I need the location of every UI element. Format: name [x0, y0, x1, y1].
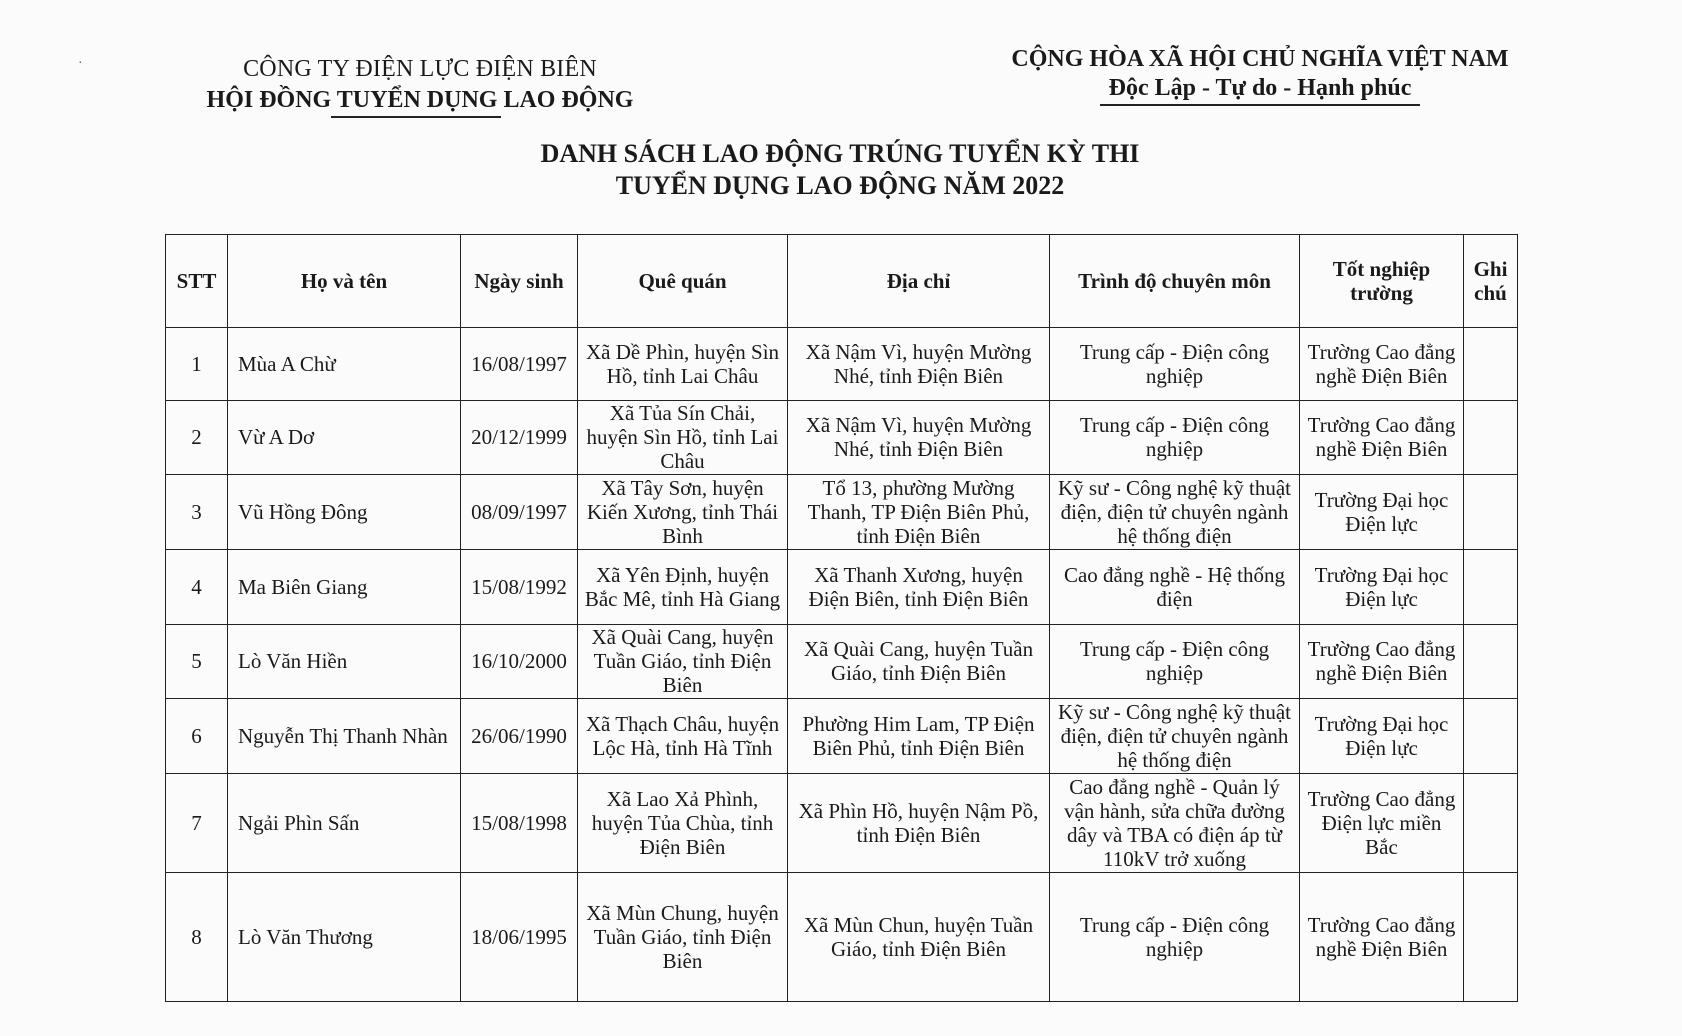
cell-address: Xã Mùn Chun, huyện Tuần Giáo, tỉnh Điện Biên: [788, 872, 1050, 1001]
cell-dob: 15/08/1998: [461, 773, 578, 872]
cell-stt: 2: [166, 400, 228, 475]
cell-name: Mùa A Chừ: [228, 328, 461, 401]
cell-address: Tổ 13, phường Mường Thanh, TP Điện Biên Phủ, tỉnh Điện Biên: [788, 475, 1050, 550]
cell-hometown: Xã Dề Phìn, huyện Sìn Hồ, tỉnh Lai Châu: [578, 328, 788, 401]
cell-name: Ma Biên Giang: [228, 549, 461, 624]
cell-school: Trường Cao đẳng nghề Điện Biên: [1300, 872, 1464, 1001]
cell-address: Xã Nậm Vì, huyện Mường Nhé, tỉnh Điện Biên: [788, 328, 1050, 401]
cell-hometown: Xã Thạch Châu, huyện Lộc Hà, tỉnh Hà Tĩnh: [578, 699, 788, 774]
cell-school: Trường Cao đẳng nghề Điện Biên: [1300, 328, 1464, 401]
cell-stt: 7: [166, 773, 228, 872]
cell-qualification: Kỹ sư - Công nghệ kỹ thuật điện, điện tử chuyên ngành hệ thống điện: [1050, 699, 1300, 774]
cell-qualification: Kỹ sư - Công nghệ kỹ thuật điện, điện tử chuyên ngành hệ thống điện: [1050, 475, 1300, 550]
cell-qualification: Trung cấp - Điện công nghiệp: [1050, 624, 1300, 699]
cell-stt: 1: [166, 328, 228, 401]
column-header-dob: Ngày sinh: [461, 235, 578, 328]
table-row: [166, 328, 1518, 401]
republic-name: CỘNG HÒA XÃ HỘI CHỦ NGHĨA VIỆT NAM: [1011, 46, 1509, 72]
cell-dob: 20/12/1999: [461, 400, 578, 475]
table-row: [166, 475, 1518, 550]
cell-note: [1464, 773, 1518, 872]
document-title: [330, 138, 1350, 202]
cell-name: Lò Văn Hiền: [228, 624, 461, 699]
table-row: [166, 773, 1518, 872]
title-line-1: DANH SÁCH LAO ĐỘNG TRÚNG TUYỂN KỲ THI: [540, 139, 1140, 168]
company-name: CÔNG TY ĐIỆN LỰC ĐIỆN BIÊN: [243, 56, 597, 82]
cell-note: [1464, 624, 1518, 699]
cell-dob: 16/10/2000: [461, 624, 578, 699]
cell-address: Xã Quài Cang, huyện Tuần Giáo, tỉnh Điện Biên: [788, 624, 1050, 699]
cell-school: Trường Đại học Điện lực: [1300, 699, 1464, 774]
column-header-stt: STT: [166, 235, 228, 328]
cell-school: Trường Đại học Điện lực: [1300, 549, 1464, 624]
cell-school: Trường Cao đẳng nghề Điện Biên: [1300, 400, 1464, 475]
cell-hometown: Xã Yên Định, huyện Bắc Mê, tỉnh Hà Giang: [578, 549, 788, 624]
cell-address: Xã Thanh Xương, huyện Điện Biên, tỉnh Điện Biên: [788, 549, 1050, 624]
cell-dob: 15/08/1992: [461, 549, 578, 624]
cell-note: [1464, 475, 1518, 550]
cell-qualification: Trung cấp - Điện công nghiệp: [1050, 400, 1300, 475]
cell-address: Xã Nậm Vì, huyện Mường Nhé, tỉnh Điện Biên: [788, 400, 1050, 475]
cell-stt: 8: [166, 872, 228, 1001]
cell-hometown: Xã Mùn Chung, huyện Tuần Giáo, tỉnh Điện Biên: [578, 872, 788, 1001]
cell-hometown: Xã Lao Xả Phình, huyện Tủa Chùa, tỉnh Điện Biên: [578, 773, 788, 872]
cell-dob: 18/06/1995: [461, 872, 578, 1001]
cell-stt: 6: [166, 699, 228, 774]
cell-note: [1464, 699, 1518, 774]
cell-stt: 4: [166, 549, 228, 624]
national-header: [1000, 46, 1520, 106]
cell-qualification: Cao đẳng nghề - Quản lý vận hành, sửa chữa đường dây và TBA có điện áp từ 110kV trở xuống: [1050, 773, 1300, 872]
national-motto: Độc Lập - Tự do - Hạnh phúc: [1108, 75, 1412, 101]
cell-stt: 5: [166, 624, 228, 699]
cell-note: [1464, 872, 1518, 1001]
table-row: [166, 624, 1518, 699]
column-header-qualification: Trình độ chuyên môn: [1050, 235, 1300, 328]
cell-name: Lò Văn Thương: [228, 872, 461, 1001]
cell-hometown: Xã Quài Cang, huyện Tuần Giáo, tỉnh Điện Biên: [578, 624, 788, 699]
title-line-2: TUYỂN DỤNG LAO ĐỘNG NĂM 2022: [615, 171, 1065, 200]
cell-qualification: Trung cấp - Điện công nghiệp: [1050, 328, 1300, 401]
cell-school: Trường Cao đẳng nghề Điện Biên: [1300, 624, 1464, 699]
cell-dob: 26/06/1990: [461, 699, 578, 774]
cell-name: Vừ A Dơ: [228, 400, 461, 475]
cell-address: Xã Phìn Hồ, huyện Nậm Pồ, tỉnh Điện Biên: [788, 773, 1050, 872]
cell-name: Ngải Phìn Sấn: [228, 773, 461, 872]
cell-school: Trường Đại học Điện lực: [1300, 475, 1464, 550]
cell-note: [1464, 549, 1518, 624]
table-row: [166, 400, 1518, 475]
recruitment-table: [165, 234, 1518, 1002]
cell-hometown: Xã Tủa Sín Chải, huyện Sìn Hồ, tỉnh Lai Châu: [578, 400, 788, 475]
cell-school: Trường Cao đẳng Điện lực miền Bắc: [1300, 773, 1464, 872]
column-header-name: Họ và tên: [228, 235, 461, 328]
council-name: HỘI ĐỒNG TUYỂN DỤNG LAO ĐỘNG: [206, 87, 634, 113]
column-header-school: Tốt nghiệp trường: [1300, 235, 1464, 328]
cell-note: [1464, 328, 1518, 401]
organization-header: [205, 56, 635, 118]
table-row: [166, 872, 1518, 1001]
cell-qualification: Cao đẳng nghề - Hệ thống điện: [1050, 549, 1300, 624]
motto-underline: [1100, 104, 1420, 106]
cell-dob: 16/08/1997: [461, 328, 578, 401]
cell-dob: 08/09/1997: [461, 475, 578, 550]
cell-name: Vũ Hồng Đông: [228, 475, 461, 550]
column-header-hometown: Quê quán: [578, 235, 788, 328]
table-row: [166, 699, 1518, 774]
header-row: [166, 235, 1518, 328]
cell-note: [1464, 400, 1518, 475]
column-header-address: Địa chỉ: [788, 235, 1050, 328]
scan-speck: ·: [78, 56, 83, 71]
cell-name: Nguyễn Thị Thanh Nhàn: [228, 699, 461, 774]
cell-address: Phường Him Lam, TP Điện Biên Phủ, tỉnh Điện Biên: [788, 699, 1050, 774]
cell-hometown: Xã Tây Sơn, huyện Kiến Xương, tỉnh Thái Bình: [578, 475, 788, 550]
council-underline: [331, 116, 501, 118]
column-header-note: Ghi chú: [1464, 235, 1518, 328]
table-row: [166, 549, 1518, 624]
cell-qualification: Trung cấp - Điện công nghiệp: [1050, 872, 1300, 1001]
cell-stt: 3: [166, 475, 228, 550]
